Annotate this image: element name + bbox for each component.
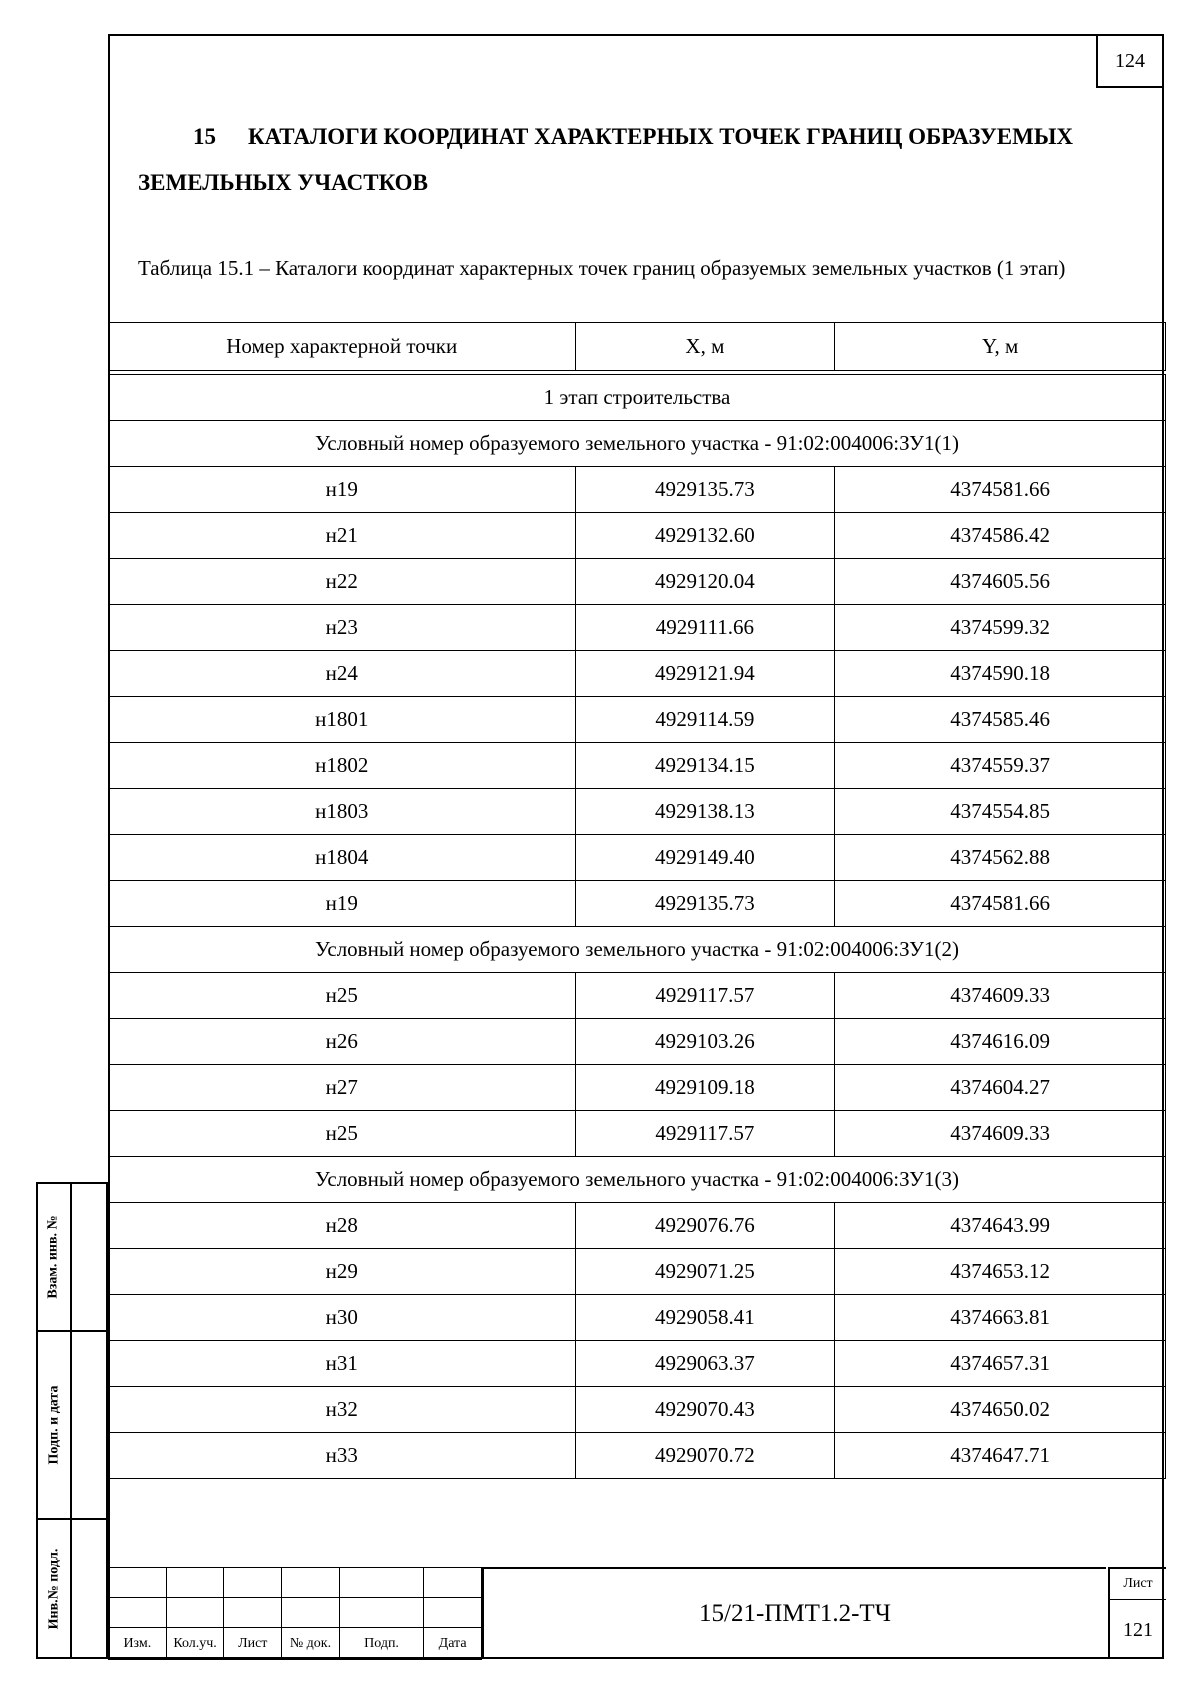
point-number: н28 — [109, 1203, 576, 1249]
x-coordinate: 4929058.41 — [575, 1295, 835, 1341]
point-number: н27 — [109, 1065, 576, 1111]
point-number: н30 — [109, 1295, 576, 1341]
x-coordinate: 4929111.66 — [575, 605, 835, 651]
sheet-box — [1108, 1567, 1166, 1659]
table-row — [109, 1295, 1166, 1341]
x-coordinate: 4929134.15 — [575, 743, 835, 789]
table-row — [109, 697, 1166, 743]
group-title: Условный номер образуемого земельного участка - 91:02:004006:ЗУ1(1) — [109, 421, 1166, 467]
x-coordinate: 4929071.25 — [575, 1249, 835, 1295]
section-number: 15 — [193, 124, 216, 149]
table-row — [109, 835, 1166, 881]
point-number: н21 — [109, 513, 576, 559]
table-row — [109, 1433, 1166, 1479]
table-row — [109, 605, 1166, 651]
y-coordinate: 4374562.88 — [835, 835, 1166, 881]
point-number: н1801 — [109, 697, 576, 743]
side-cell-vzam — [36, 1182, 72, 1332]
table-row — [109, 467, 1166, 513]
label-date: Дата — [424, 1628, 482, 1660]
revision-grid — [108, 1567, 482, 1660]
y-coordinate: 4374590.18 — [835, 651, 1166, 697]
y-coordinate: 4374581.66 — [835, 881, 1166, 927]
table-row — [109, 789, 1166, 835]
table-row — [109, 1249, 1166, 1295]
y-coordinate: 4374650.02 — [835, 1387, 1166, 1433]
side-blank-3 — [72, 1518, 108, 1659]
y-coordinate: 4374559.37 — [835, 743, 1166, 789]
page-frame — [108, 34, 1164, 1659]
point-number: н29 — [109, 1249, 576, 1295]
y-coordinate: 4374585.46 — [835, 697, 1166, 743]
table-row — [109, 973, 1166, 1019]
point-number: н26 — [109, 1019, 576, 1065]
top-page-number: 124 — [1096, 36, 1162, 88]
section-heading — [138, 114, 1148, 206]
point-number: н25 — [109, 1111, 576, 1157]
point-number: н1804 — [109, 835, 576, 881]
x-coordinate: 4929103.26 — [575, 1019, 835, 1065]
x-coordinate: 4929135.73 — [575, 467, 835, 513]
table-row — [109, 1019, 1166, 1065]
y-coordinate: 4374616.09 — [835, 1019, 1166, 1065]
y-coordinate: 4374599.32 — [835, 605, 1166, 651]
x-coordinate: 4929149.40 — [575, 835, 835, 881]
x-coordinate: 4929070.43 — [575, 1387, 835, 1433]
x-coordinate: 4929117.57 — [575, 973, 835, 1019]
group-title: Условный номер образуемого земельного участка - 91:02:004006:ЗУ1(3) — [109, 1157, 1166, 1203]
x-coordinate: 4929138.13 — [575, 789, 835, 835]
y-coordinate: 4374609.33 — [835, 973, 1166, 1019]
side-label-vzam: Взам. инв. № — [46, 1215, 62, 1299]
title-block — [108, 1567, 1166, 1659]
table-row — [109, 559, 1166, 605]
label-signature: Подп. — [339, 1628, 423, 1660]
point-number: н33 — [109, 1433, 576, 1479]
column-header-point: Номер характерной точки — [109, 323, 576, 371]
point-number: н1802 — [109, 743, 576, 789]
document-code: 15/21-ПМТ1.2-ТЧ — [482, 1567, 1106, 1659]
y-coordinate: 4374663.81 — [835, 1295, 1166, 1341]
table-row — [109, 1111, 1166, 1157]
x-coordinate: 4929135.73 — [575, 881, 835, 927]
point-number: н24 — [109, 651, 576, 697]
stage-row — [109, 375, 1166, 421]
label-kol-uch: Кол.уч. — [166, 1628, 224, 1660]
point-number: н25 — [109, 973, 576, 1019]
table-caption: Таблица 15.1 – Каталоги координат характерных точек границ образуемых земельных участков (1 этап) — [138, 256, 1066, 280]
side-stamp — [36, 1182, 108, 1659]
x-coordinate: 4929070.72 — [575, 1433, 835, 1479]
x-coordinate: 4929117.57 — [575, 1111, 835, 1157]
y-coordinate: 4374643.99 — [835, 1203, 1166, 1249]
y-coordinate: 4374604.27 — [835, 1065, 1166, 1111]
x-coordinate: 4929109.18 — [575, 1065, 835, 1111]
x-coordinate: 4929063.37 — [575, 1341, 835, 1387]
side-label-inv: Инв.№ подл. — [46, 1548, 61, 1629]
group-title-row — [109, 421, 1166, 467]
coordinates-table — [108, 322, 1166, 1479]
section-title: КАТАЛОГИ КООРДИНАТ ХАРАКТЕРНЫХ ТОЧЕК ГРАНИЦ ОБРАЗУЕМЫХ ЗЕМЕЛЬНЫХ УЧАСТКОВ — [138, 124, 1074, 195]
point-number: н19 — [109, 467, 576, 513]
y-coordinate: 4374554.85 — [835, 789, 1166, 835]
sheet-number: 121 — [1123, 1619, 1153, 1641]
revision-labels-row — [109, 1628, 482, 1660]
point-number: н31 — [109, 1341, 576, 1387]
side-blank-2 — [72, 1330, 108, 1520]
sheet-label: Лист — [1110, 1569, 1166, 1600]
point-number: н19 — [109, 881, 576, 927]
column-header-x: X, м — [575, 323, 835, 371]
table-row — [109, 513, 1166, 559]
x-coordinate: 4929120.04 — [575, 559, 835, 605]
label-list: Лист — [224, 1628, 282, 1660]
group-title-row — [109, 927, 1166, 973]
table-row — [109, 881, 1166, 927]
table-row — [109, 743, 1166, 789]
side-cell-podp — [36, 1330, 72, 1520]
y-coordinate: 4374605.56 — [835, 559, 1166, 605]
table-row — [109, 1203, 1166, 1249]
y-coordinate: 4374657.31 — [835, 1341, 1166, 1387]
column-header-y: Y, м — [835, 323, 1166, 371]
table-row — [109, 1065, 1166, 1111]
point-number: н23 — [109, 605, 576, 651]
x-coordinate: 4929132.60 — [575, 513, 835, 559]
y-coordinate: 4374653.12 — [835, 1249, 1166, 1295]
stage-label: 1 этап строительства — [109, 375, 1166, 421]
table-row — [109, 1387, 1166, 1433]
label-doc-number: № док. — [282, 1628, 340, 1660]
group-title: Условный номер образуемого земельного участка - 91:02:004006:ЗУ1(2) — [109, 927, 1166, 973]
y-coordinate: 4374586.42 — [835, 513, 1166, 559]
y-coordinate: 4374581.66 — [835, 467, 1166, 513]
y-coordinate: 4374647.71 — [835, 1433, 1166, 1479]
group-title-row — [109, 1157, 1166, 1203]
x-coordinate: 4929076.76 — [575, 1203, 835, 1249]
table-row — [109, 651, 1166, 697]
x-coordinate: 4929121.94 — [575, 651, 835, 697]
x-coordinate: 4929114.59 — [575, 697, 835, 743]
point-number: н22 — [109, 559, 576, 605]
side-blank-1 — [72, 1182, 108, 1332]
side-cell-inv — [36, 1518, 72, 1659]
table-header-row — [109, 323, 1166, 371]
y-coordinate: 4374609.33 — [835, 1111, 1166, 1157]
label-izm: Изм. — [109, 1628, 167, 1660]
side-label-podp: Подп. и дата — [46, 1385, 61, 1465]
table-row — [109, 1341, 1166, 1387]
point-number: н1803 — [109, 789, 576, 835]
point-number: н32 — [109, 1387, 576, 1433]
